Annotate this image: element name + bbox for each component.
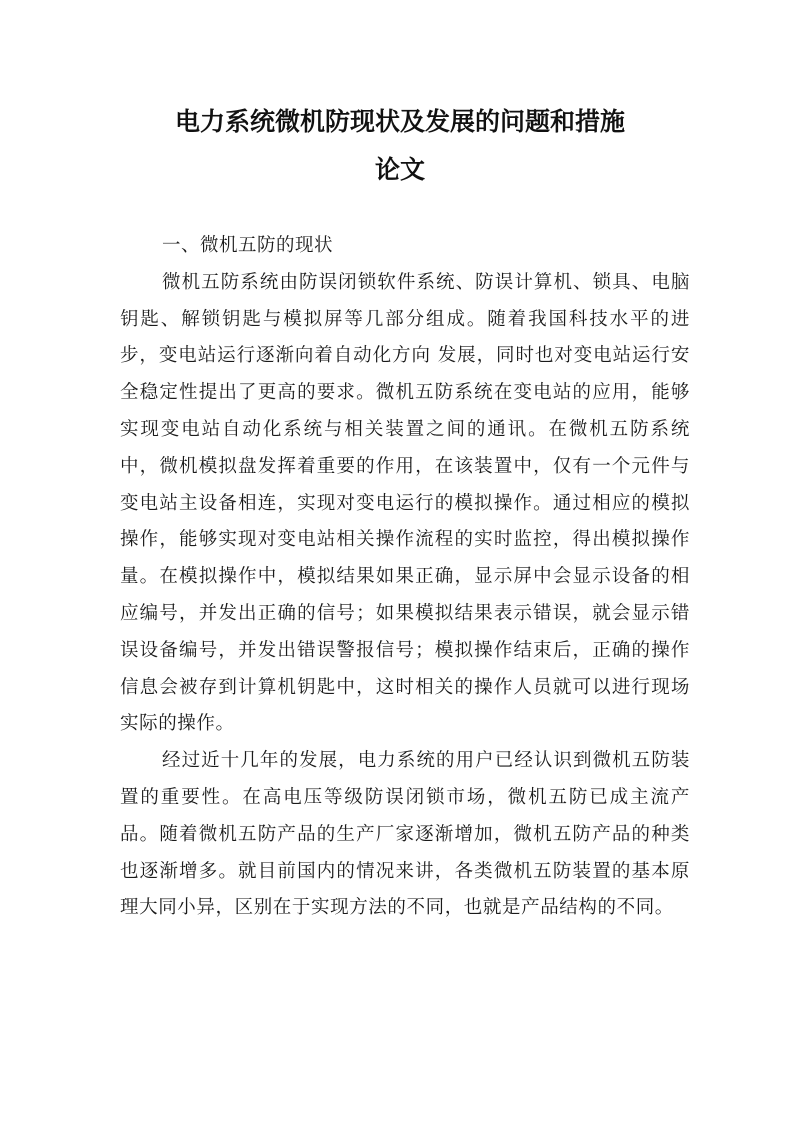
document-body (120, 228, 690, 927)
paragraph-1: 微机五防系统由防误闭锁软件系统、防误计算机、锁具、电脑钥匙、解锁钥匙与模拟屏等几部分组成。随着我国科技水平的进步，变电站运行逐渐向着自动化方向 发展，同时也对变电站运行安全稳定性提出了更高的要求。微机五防系统在变电站的应用，能够实现变电站自动化系统与相关装置之间的通讯。在微机五防系统中，微机模拟盘发挥着重要的作用，在该装置中，仅有一个元件与变电站主设备相连，实现对变电运行的模拟操作。通过相应的模拟操作，能够实现对变电站相关操作流程的实时监控，得出模拟操作量。在模拟操作中，模拟结果如果正确，显示屏中会显示设备的相应编号，并发出正确的信号；如果模拟结果表示错误，就会显示错误设备编号，并发出错误警报信号；模拟操作结束后，正确的操作信息会被存到计算机钥匙中，这时相关的操作人员就可以进行现场实际的操作。 (120, 271, 690, 735)
document-title (110, 98, 690, 194)
document-title-line-1: 电力系统微机防现状及发展的问题和措施 (174, 107, 625, 136)
document-title-line-2: 论文 (374, 155, 425, 184)
section-heading: 一、微机五防的现状 (162, 235, 334, 256)
paragraph-2: 经过近十几年的发展，电力系统的用户已经认识到微机五防装置的重要性。在高电压等级防误闭锁市场，微机五防已成主流产品。随着微机五防产品的生产厂家逐渐增加，微机五防产品的种类也逐渐增多。就目前国内的情况来讲，各类微机五防装置的基本原理大同小异，区别在于实现方法的不同，也就是产品结构的不同。 (120, 750, 690, 919)
